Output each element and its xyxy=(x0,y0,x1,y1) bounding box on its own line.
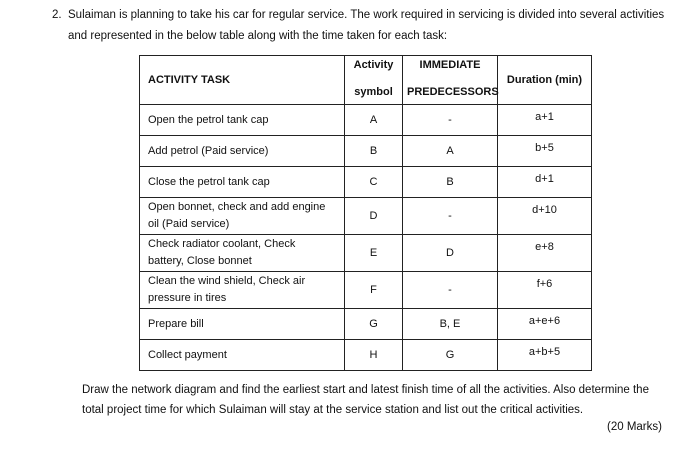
header-activity-top: Activity xyxy=(345,56,403,75)
activity-task-line2: battery, Close bonnet xyxy=(148,255,252,267)
table-row xyxy=(140,340,592,371)
marks-label: (20 Marks) xyxy=(607,421,662,433)
question-intro-line2: and represented in the below table along with the time taken for each task: xyxy=(68,30,448,42)
activity-task-cell xyxy=(140,235,345,272)
activity-symbol: D xyxy=(345,198,403,235)
activity-task-line1: Prepare bill xyxy=(148,317,204,330)
table-row xyxy=(140,309,592,340)
activity-task-cell xyxy=(140,309,345,340)
duration: d+10 xyxy=(498,198,592,235)
question-intro-line1: Sulaiman is planning to take his car for regular service. The work required in servicing is divided into several activities xyxy=(68,9,665,21)
activity-table xyxy=(139,55,592,371)
table-row xyxy=(140,198,592,235)
activity-symbol: A xyxy=(345,105,403,136)
question-number: 2. xyxy=(52,9,62,21)
header-immediate-top: IMMEDIATE xyxy=(403,56,498,75)
question-instruction-line2: total project time for which Sulaiman will stay at the service station and list out the critical activities. xyxy=(82,404,584,416)
table-row xyxy=(140,167,592,198)
activity-task-cell xyxy=(140,340,345,371)
activity-symbol: C xyxy=(345,167,403,198)
header-immediate-bottom: PREDECESSORS xyxy=(403,75,498,105)
activity-task-cell xyxy=(140,198,345,235)
activity-task-cell xyxy=(140,167,345,198)
activity-symbol: B xyxy=(345,136,403,167)
activity-task-line2: pressure in tires xyxy=(148,292,227,304)
duration: a+1 xyxy=(498,105,592,136)
activity-symbol: H xyxy=(345,340,403,371)
immediate-predecessors: - xyxy=(403,272,498,309)
activity-task-cell xyxy=(140,105,345,136)
immediate-predecessors: D xyxy=(403,235,498,272)
immediate-predecessors: B, E xyxy=(403,309,498,340)
table-row xyxy=(140,235,592,272)
activity-task-cell xyxy=(140,136,345,167)
activity-symbol: F xyxy=(345,272,403,309)
activity-task-line1: Open the petrol tank cap xyxy=(148,113,269,126)
duration: d+1 xyxy=(498,167,592,198)
activity-task-line1: Check radiator coolant, Check xyxy=(148,238,296,250)
duration: a+e+6 xyxy=(498,309,592,340)
table-header-row xyxy=(140,56,592,75)
header-activity-bottom: symbol xyxy=(345,75,403,105)
activity-task-line1: Add petrol (Paid service) xyxy=(148,144,269,157)
immediate-predecessors: - xyxy=(403,105,498,136)
activity-task-line2: oil (Paid service) xyxy=(148,218,230,230)
activity-task-cell xyxy=(140,272,345,309)
activity-symbol: E xyxy=(345,235,403,272)
immediate-predecessors: A xyxy=(403,136,498,167)
header-activity-task: ACTIVITY TASK xyxy=(140,56,345,105)
immediate-predecessors: B xyxy=(403,167,498,198)
activity-task-line1: Clean the wind shield, Check air xyxy=(148,275,306,287)
question-instruction-line1: Draw the network diagram and find the earliest start and latest finish time of all the activities. Also determine the xyxy=(82,384,649,396)
activity-symbol: G xyxy=(345,309,403,340)
activity-task-line1: Close the petrol tank cap xyxy=(148,175,270,188)
header-duration: Duration (min) xyxy=(498,56,592,105)
table-row xyxy=(140,136,592,167)
duration: e+8 xyxy=(498,235,592,272)
table-row xyxy=(140,272,592,309)
duration: a+b+5 xyxy=(498,340,592,371)
table-row xyxy=(140,105,592,136)
duration: f+6 xyxy=(498,272,592,309)
activity-task-line1: Collect payment xyxy=(148,348,227,361)
immediate-predecessors: - xyxy=(403,198,498,235)
activity-task-line1: Open bonnet, check and add engine xyxy=(148,201,326,213)
immediate-predecessors: G xyxy=(403,340,498,371)
duration: b+5 xyxy=(498,136,592,167)
